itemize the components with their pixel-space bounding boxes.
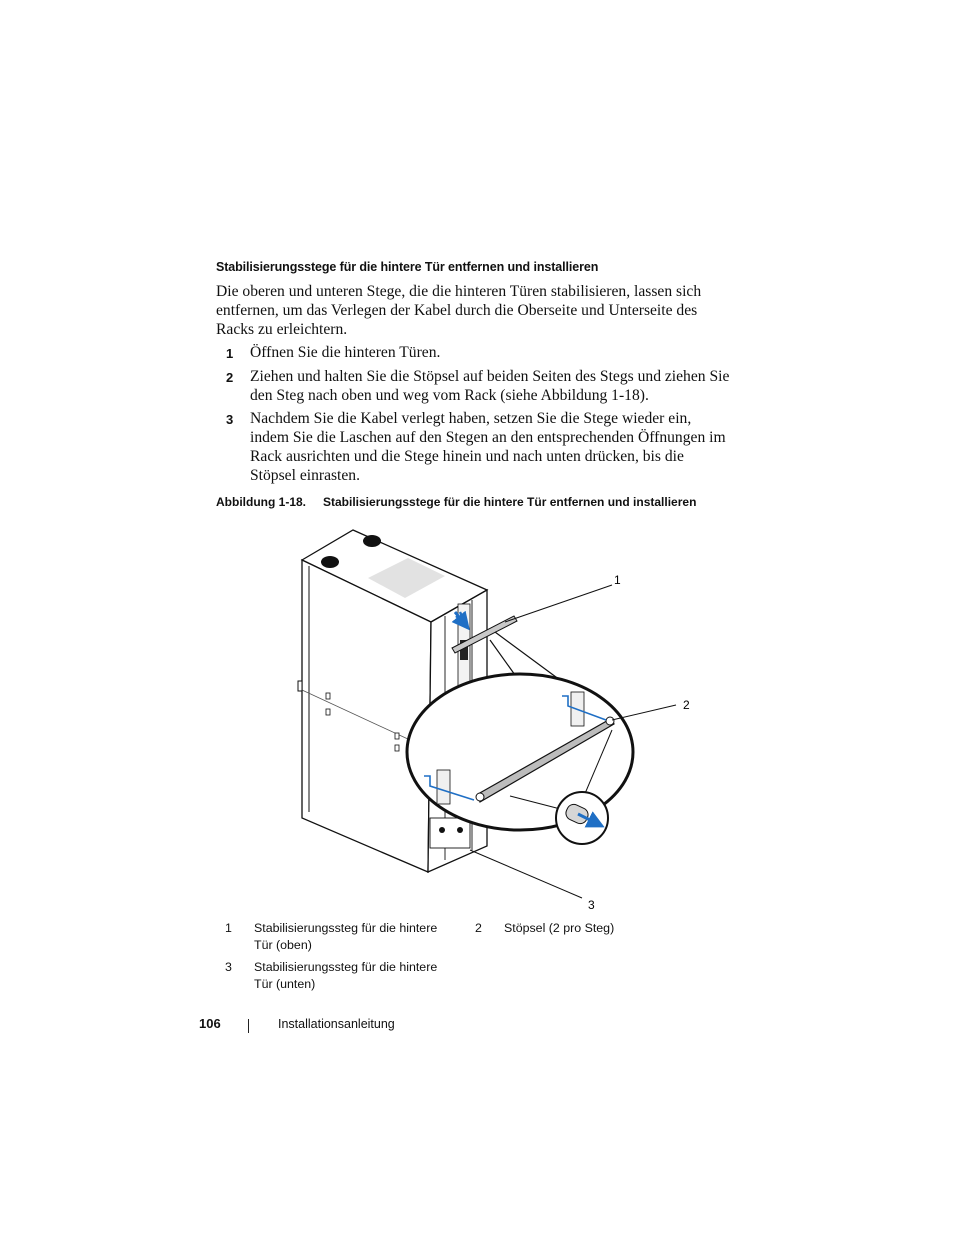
footer-separator <box>248 1019 249 1033</box>
side-hinge <box>326 709 330 715</box>
step-text: Ziehen und halten Sie die Stöpsel auf beiden Seiten des Stegs und ziehen Sie den Steg nach oben und weg vom Rack (siehe Abbildung 1-18). <box>250 368 730 404</box>
step-number: 1 <box>226 346 234 361</box>
legend-number: 3 <box>225 960 232 974</box>
callout-leader-1 <box>505 585 612 622</box>
step-number: 2 <box>226 370 234 385</box>
legend-text: Stabilisierungssteg für die hintere Tür (unten) <box>254 960 438 991</box>
step-text: Öffnen Sie die hinteren Türen. <box>250 344 441 361</box>
step-number: 3 <box>226 412 234 427</box>
side-hinge <box>326 693 330 699</box>
figure-caption <box>216 495 696 509</box>
legend-text: Stabilisierungssteg für die hintere Tür (oben) <box>254 921 438 952</box>
rack-stabilizer-illustration <box>295 528 690 913</box>
callout-3: 3 <box>588 898 595 912</box>
rack-top-hole <box>363 535 381 547</box>
rack-top-hole <box>321 556 339 568</box>
intro-paragraph: Die oberen und unteren Stege, die die hinteren Türen stabilisieren, lassen sich entfernen, um das Verlegen der Kabel durch die Oberseite und Unterseite des Racks zu erleichtern. <box>216 283 702 338</box>
figure-label: Abbildung 1-18. <box>216 495 306 509</box>
figure-title: Stabilisierungsstege für die hintere Tür entfernen und installieren <box>323 495 697 509</box>
section-heading: Stabilisierungsstege für die hintere Tür entfernen und installieren <box>216 260 599 274</box>
legend-text: Stöpsel (2 pro Steg) <box>504 921 615 935</box>
callout-leader-2 <box>612 705 676 720</box>
callout-2: 2 <box>683 698 690 712</box>
document-title: Installationsanleitung <box>278 1017 395 1031</box>
callout-leader-3 <box>470 850 582 898</box>
page-number: 106 <box>199 1016 221 1031</box>
side-hinge <box>395 745 399 751</box>
callout-1: 1 <box>614 573 621 587</box>
legend-number: 2 <box>475 921 482 935</box>
legend-number: 1 <box>225 921 232 935</box>
step-text: Nachdem Sie die Kabel verlegt haben, setzen Sie die Stege wieder ein, indem Sie die Laschen auf den Stegen an den entsprechenden Öffnungen im Rack ausrichten und die Stege hinein und nach unten drücken, bis die Stöpsel einrasten. <box>250 410 726 484</box>
bracket-left <box>437 770 450 804</box>
side-latch <box>298 681 302 691</box>
side-hinge <box>395 733 399 739</box>
